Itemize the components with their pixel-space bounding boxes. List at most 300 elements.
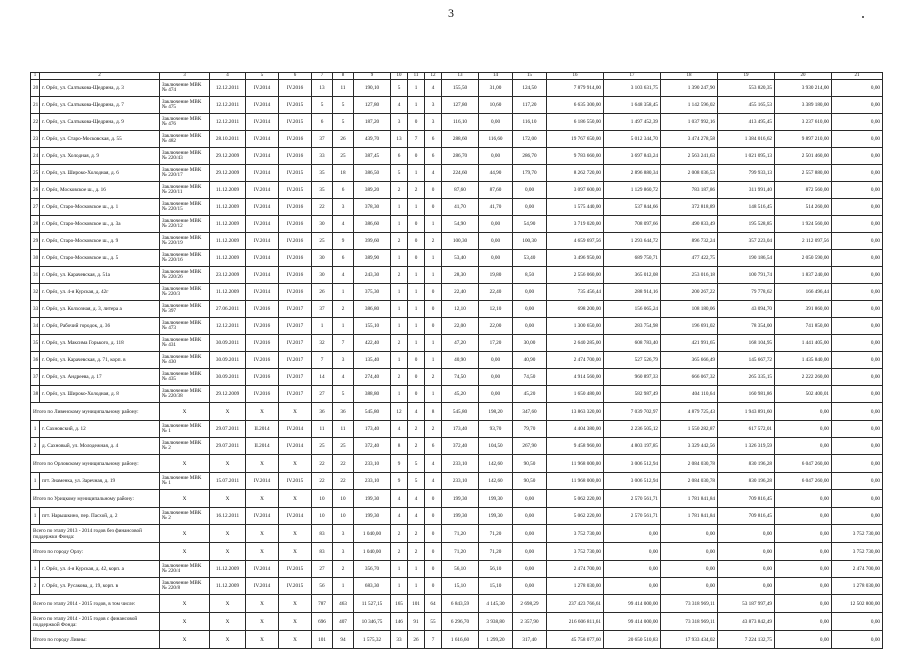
table-cell: 79 778,62 xyxy=(718,284,775,301)
table-cell: 0,00 xyxy=(775,438,832,455)
table-cell: 1 xyxy=(391,284,408,301)
row-number: 30 xyxy=(31,250,40,267)
row-number: 27 xyxy=(31,199,40,216)
table-cell: 0 xyxy=(408,250,425,267)
table-cell: 389,90 xyxy=(354,250,391,267)
table-cell: 4 xyxy=(425,80,442,97)
table-cell: 365 666,49 xyxy=(661,352,718,369)
table-cell: 13 863 320,00 xyxy=(547,403,604,421)
table-cell: 165 xyxy=(391,595,408,613)
table-cell: 3 697 843,24 xyxy=(604,148,661,165)
table-cell: 12.12.2011 xyxy=(210,97,246,114)
table-cell: 0 xyxy=(408,352,425,369)
table-cell: 1 xyxy=(425,267,442,284)
table-cell: X xyxy=(279,543,312,561)
house-address: г. Орёл, ул. Старо-Московская, д. 55 xyxy=(40,131,160,148)
table-cell: 1 xyxy=(425,216,442,233)
table-cell: IV.2014 xyxy=(246,97,279,114)
table-cell: 0,00 xyxy=(718,525,775,543)
column-number-header: 2 xyxy=(40,73,160,80)
table-cell: IV.2017 xyxy=(279,318,312,335)
table-cell: 4 xyxy=(391,97,408,114)
table-cell: 44,90 xyxy=(479,165,513,182)
table-cell: 8 262 720,00 xyxy=(547,165,604,182)
table-cell: 74,50 xyxy=(513,369,547,386)
table-cell: 30.09.2011 xyxy=(210,352,246,369)
table-cell: X xyxy=(160,631,210,649)
table-cell: 2 084 030,78 xyxy=(661,455,718,473)
table-cell: 155,10 xyxy=(354,318,391,335)
table-cell: IV.2016 xyxy=(246,352,279,369)
table-cell: 6 186 550,00 xyxy=(547,114,604,131)
table-cell: 1 xyxy=(425,386,442,403)
table-row xyxy=(31,386,883,403)
table-cell: 2 084 030,78 xyxy=(661,473,718,490)
table-cell: 2 556 060,00 xyxy=(547,267,604,284)
table-cell: 2 xyxy=(408,182,425,199)
table-cell: 71,20 xyxy=(479,525,513,543)
table-cell: 1 781 841,84 xyxy=(661,490,718,508)
table-cell: 43 094,70 xyxy=(718,301,775,318)
table-cell: 3 103 631,75 xyxy=(604,80,661,97)
table-cell: 11.12.2009 xyxy=(210,216,246,233)
table-cell: 90,50 xyxy=(513,473,547,490)
table-cell: 10 xyxy=(312,490,333,508)
table-cell: 0 xyxy=(408,386,425,403)
table-row xyxy=(31,508,883,525)
table-cell: 13 xyxy=(312,80,333,97)
table-cell: 799 933,13 xyxy=(718,165,775,182)
table-cell: 29.12.2009 xyxy=(210,386,246,403)
table-cell: 11 968 000,00 xyxy=(547,455,604,473)
house-address: г. Орёл, Старо-Московское ш., д. 9 xyxy=(40,233,160,250)
table-cell: X xyxy=(210,595,246,613)
table-cell: 71,20 xyxy=(442,525,479,543)
table-cell: 1 924 560,00 xyxy=(775,216,832,233)
table-cell: 36 xyxy=(333,403,354,421)
table-cell: X xyxy=(160,613,210,631)
table-cell: 0,00 xyxy=(479,250,513,267)
subtotal-label: Всего по этапу 2014 - 2015 годов, в том числе: xyxy=(31,595,160,613)
table-cell: 286,70 xyxy=(513,148,547,165)
table-cell: 0,00 xyxy=(775,421,832,438)
table-cell: IV.2014 xyxy=(246,267,279,284)
table-cell: 0,00 xyxy=(775,595,832,613)
house-address: г. Орёл, ул. Салтыкова-Щедрина, д. 3 xyxy=(40,80,160,97)
house-address: г. Орёл, Московское ш., д. 16 xyxy=(40,182,160,199)
house-address: г. Орёл, ул. Колхозная, д. 3, литера а xyxy=(40,301,160,318)
table-cell: 6 047 260,00 xyxy=(775,473,832,490)
table-cell: 0,00 xyxy=(604,561,661,578)
table-cell: 7 879 914,00 xyxy=(547,80,604,97)
table-cell: 4 404 380,00 xyxy=(547,421,604,438)
commission-document: Заключение МВК № 2 xyxy=(160,508,210,525)
table-cell: 6 296,70 xyxy=(442,613,479,631)
table-cell: 288,60 xyxy=(442,131,479,148)
table-cell: 116,10 xyxy=(442,114,479,131)
table-cell: 830 196,28 xyxy=(718,455,775,473)
table-cell: 386,80 xyxy=(354,301,391,318)
table-cell: 1 xyxy=(391,578,408,595)
table-cell: 23.12.2009 xyxy=(210,267,246,284)
table-cell: 5 062 220,00 xyxy=(547,508,604,525)
table-cell: 9 xyxy=(391,473,408,490)
table-cell: IV.2016 xyxy=(246,318,279,335)
row-number: 24 xyxy=(31,148,40,165)
table-cell: IV.2014 xyxy=(246,250,279,267)
table-cell: 196 691,02 xyxy=(661,318,718,335)
table-cell: 166 496,44 xyxy=(775,284,832,301)
table-cell: 11.12.2009 xyxy=(210,199,246,216)
table-cell: 100 791,74 xyxy=(718,267,775,284)
table-cell: 199,30 xyxy=(442,490,479,508)
table-cell: 135,40 xyxy=(354,352,391,369)
scan-speck xyxy=(862,16,864,18)
table-cell: X xyxy=(160,455,210,473)
subtotal-label: Итого по городу Ливны: xyxy=(31,631,160,649)
table-cell: 0,00 xyxy=(832,352,883,369)
table-cell: IV.2016 xyxy=(246,301,279,318)
row-number: 1 xyxy=(31,421,40,438)
table-cell: 545,80 xyxy=(354,403,391,421)
table-cell: 709 816,45 xyxy=(718,508,775,525)
table-cell: 0,00 xyxy=(832,386,883,403)
table-cell: 1 497 452,39 xyxy=(604,114,661,131)
table-cell: 15.07.2011 xyxy=(210,473,246,490)
table-cell: 179,70 xyxy=(513,165,547,182)
table-cell: 10 xyxy=(312,508,333,525)
table-cell: 29.12.2009 xyxy=(210,148,246,165)
table-cell: 387,45 xyxy=(354,148,391,165)
table-cell: 0,00 xyxy=(832,318,883,335)
table-cell: 0,00 xyxy=(513,543,547,561)
table-cell: 54,90 xyxy=(442,216,479,233)
table-cell: 0,00 xyxy=(832,182,883,199)
table-cell: 8,50 xyxy=(513,267,547,284)
table-cell: IV.2016 xyxy=(246,386,279,403)
table-cell: 3 752 730,00 xyxy=(832,543,883,561)
subtotal-label: Итого по Ливенскому муниципальному району: xyxy=(31,403,160,421)
table-row xyxy=(31,318,883,335)
table-cell: 31,00 xyxy=(479,80,513,97)
table-cell: 233,10 xyxy=(354,473,391,490)
table-cell: 172,00 xyxy=(513,131,547,148)
housing-resettlement-table xyxy=(30,72,883,649)
table-cell: 283 754,98 xyxy=(604,318,661,335)
table-cell: 6 xyxy=(333,250,354,267)
table-cell: X xyxy=(279,525,312,543)
table-cell: X xyxy=(160,403,210,421)
table-cell: IV.2016 xyxy=(279,267,312,284)
table-cell: 11.12.2009 xyxy=(210,578,246,595)
row-number: 25 xyxy=(31,165,40,182)
table-cell: 2 474 700,00 xyxy=(832,561,883,578)
table-cell: 1 xyxy=(391,386,408,403)
table-cell: 32 xyxy=(312,335,333,352)
table-cell: 199,30 xyxy=(354,490,391,508)
table-cell: 190 186,54 xyxy=(718,250,775,267)
table-cell: IV.2016 xyxy=(246,335,279,352)
table-cell: X xyxy=(246,490,279,508)
table-cell: 45,20 xyxy=(513,386,547,403)
table-cell: 5 xyxy=(391,80,408,97)
table-cell: 1 650 480,00 xyxy=(547,386,604,403)
table-cell: IV.2015 xyxy=(279,114,312,131)
table-cell: 100,30 xyxy=(442,233,479,250)
row-number: 1 xyxy=(31,561,40,578)
table-cell: 3 006 512,94 xyxy=(604,473,661,490)
table-cell: IV.2014 xyxy=(279,438,312,455)
table-row xyxy=(31,165,883,182)
table-cell: 0,00 xyxy=(832,335,883,352)
table-cell: 3 237 610,00 xyxy=(775,114,832,131)
table-cell: IV.2014 xyxy=(246,233,279,250)
table-cell: 0,00 xyxy=(604,578,661,595)
table-cell: 3 496 950,00 xyxy=(547,250,604,267)
table-cell: IV.2016 xyxy=(279,216,312,233)
table-cell: 6 xyxy=(425,148,442,165)
table-cell: 1 xyxy=(408,199,425,216)
commission-document: Заключение МВК № 220/17 xyxy=(160,165,210,182)
table-cell: 0,00 xyxy=(832,508,883,525)
commission-document: Заключение МВК № 220/4 xyxy=(160,561,210,578)
table-row xyxy=(31,301,883,318)
table-cell: 187,20 xyxy=(354,114,391,131)
table-cell: X xyxy=(160,525,210,543)
table-cell: 404 110,64 xyxy=(661,386,718,403)
table-cell: 12 xyxy=(391,403,408,421)
column-number-header: 14 xyxy=(479,73,513,80)
table-row xyxy=(31,335,883,352)
table-cell: 6 xyxy=(391,148,408,165)
table-cell: 11.12.2009 xyxy=(210,182,246,199)
table-cell: IV.2015 xyxy=(279,578,312,595)
commission-document: Заключение МВК № 220/19 xyxy=(160,233,210,250)
table-cell: 30 xyxy=(312,216,333,233)
table-cell: 71,20 xyxy=(479,543,513,561)
table-cell: 117,20 xyxy=(513,97,547,114)
table-cell: 26 xyxy=(333,131,354,148)
table-cell: 0,00 xyxy=(775,490,832,508)
table-row xyxy=(31,114,883,131)
table-cell: 20 650 510,83 xyxy=(604,631,661,649)
table-cell: 195 528,85 xyxy=(718,216,775,233)
table-cell: 0,00 xyxy=(604,543,661,561)
table-cell: IV.2014 xyxy=(246,578,279,595)
table-cell: 27 xyxy=(312,561,333,578)
table-cell: X xyxy=(246,613,279,631)
table-cell: 6 843,59 xyxy=(442,595,479,613)
table-cell: 0 xyxy=(408,148,425,165)
table-cell: 617 572,01 xyxy=(718,421,775,438)
table-cell: IV.2014 xyxy=(246,148,279,165)
house-address: пгт. Знаменка, ул. Заречная, д. 19 xyxy=(40,473,160,490)
table-cell: 2 570 561,71 xyxy=(604,490,661,508)
subtotal-row xyxy=(31,595,883,613)
commission-document: Заключение МВК № 220/12 xyxy=(160,216,210,233)
table-cell: 25 xyxy=(333,148,354,165)
table-cell: 1 xyxy=(391,318,408,335)
table-cell: IV.2014 xyxy=(279,421,312,438)
table-cell: 53,40 xyxy=(442,250,479,267)
row-number: 34 xyxy=(31,318,40,335)
column-number-header: 7 xyxy=(312,73,333,80)
table-cell: 0,00 xyxy=(661,578,718,595)
table-row xyxy=(31,97,883,114)
table-cell: 14 xyxy=(312,369,333,386)
table-cell: 22,40 xyxy=(442,284,479,301)
table-cell: 388,80 xyxy=(354,386,391,403)
table-cell: 127,80 xyxy=(354,97,391,114)
table-cell: 30.09.2011 xyxy=(210,335,246,352)
row-number: 26 xyxy=(31,182,40,199)
table-cell: 490 833,49 xyxy=(661,216,718,233)
table-cell: 288 914,16 xyxy=(604,284,661,301)
row-number: 22 xyxy=(31,114,40,131)
table-cell: 0,00 xyxy=(832,490,883,508)
table-cell: 357 223,04 xyxy=(718,233,775,250)
table-cell: 683,30 xyxy=(354,578,391,595)
table-cell: 22 xyxy=(333,473,354,490)
table-row xyxy=(31,438,883,455)
table-cell: 19,80 xyxy=(479,267,513,284)
house-address: г. Орёл, Старо-Московское ш., д. 5 xyxy=(40,250,160,267)
table-cell: 17 933 434,02 xyxy=(661,631,718,649)
table-cell: 455 165,53 xyxy=(718,97,775,114)
table-cell: 317,40 xyxy=(513,631,547,649)
table-cell: 4 xyxy=(391,508,408,525)
table-cell: 3 719 020,00 xyxy=(547,216,604,233)
table-cell: 30.09.2011 xyxy=(210,369,246,386)
table-cell: 2 698,29 xyxy=(513,595,547,613)
row-number: 31 xyxy=(31,267,40,284)
table-cell: 99 414 000,00 xyxy=(604,613,661,631)
table-cell: 1 xyxy=(333,578,354,595)
table-cell: 1 xyxy=(391,216,408,233)
table-cell: 0,00 xyxy=(832,421,883,438)
table-cell: X xyxy=(279,455,312,473)
table-cell: 29.07.2011 xyxy=(210,421,246,438)
row-number: 29 xyxy=(31,233,40,250)
table-cell: 27.06.2011 xyxy=(210,301,246,318)
table-cell: 0,00 xyxy=(513,525,547,543)
table-cell: IV.2015 xyxy=(279,97,312,114)
table-cell: IV.2014 xyxy=(246,114,279,131)
table-cell: IV.2015 xyxy=(279,473,312,490)
table-cell: 45,20 xyxy=(442,386,479,403)
table-cell: 5 xyxy=(333,386,354,403)
table-cell: 3 930 214,00 xyxy=(775,80,832,97)
table-row xyxy=(31,473,883,490)
table-cell: 5 xyxy=(312,97,333,114)
table-cell: 6 xyxy=(312,114,333,131)
table-cell: 274,40 xyxy=(354,369,391,386)
table-cell: 0,00 xyxy=(832,455,883,473)
table-cell: 1 040,00 xyxy=(354,543,391,561)
table-cell: 7 224 132,75 xyxy=(718,631,775,649)
table-cell: 0,00 xyxy=(513,490,547,508)
table-cell: 1 xyxy=(391,301,408,318)
row-number: 1 xyxy=(31,473,40,490)
table-cell: 26 xyxy=(312,284,333,301)
table-cell: 1 037 992,16 xyxy=(661,114,718,131)
table-cell: X xyxy=(210,613,246,631)
house-address: г. Орёл, ул. Широко-Холодная, д. 6 xyxy=(40,165,160,182)
table-cell: 4 803 197,85 xyxy=(604,438,661,455)
table-cell: 22 xyxy=(333,455,354,473)
table-cell: 1 278 030,00 xyxy=(832,578,883,595)
table-row xyxy=(31,131,883,148)
table-cell: 12.12.2011 xyxy=(210,114,246,131)
table-cell: 87,60 xyxy=(479,182,513,199)
table-row xyxy=(31,578,883,595)
table-cell: IV.2014 xyxy=(246,199,279,216)
table-cell: 399,60 xyxy=(354,233,391,250)
table-cell: 7 xyxy=(333,335,354,352)
table-cell: X xyxy=(246,455,279,473)
table-cell: 30 xyxy=(312,267,333,284)
table-cell: 173,40 xyxy=(442,421,479,438)
table-row xyxy=(31,182,883,199)
commission-document: Заключение МВК № 430 xyxy=(160,352,210,369)
table-cell: 47,20 xyxy=(442,335,479,352)
table-cell: 7 xyxy=(408,131,425,148)
table-cell: 698 200,00 xyxy=(547,301,604,318)
house-address: д. Сахновый, ул. Молодежная, д. 4 xyxy=(40,438,160,455)
row-number: 38 xyxy=(31,386,40,403)
column-number-header: 13 xyxy=(442,73,479,80)
table-cell: 6 635 300,00 xyxy=(547,97,604,114)
table-cell: 514 260,00 xyxy=(775,199,832,216)
page-number: 3 xyxy=(448,6,454,20)
table-cell: 0,00 xyxy=(479,369,513,386)
table-cell: IV.2014 xyxy=(246,182,279,199)
table-cell: 142,60 xyxy=(479,473,513,490)
table-cell: 5 062 220,00 xyxy=(547,490,604,508)
table-cell: 83 xyxy=(312,525,333,543)
house-address: г. Орёл, ул. Широко-Холодная, д. 8 xyxy=(40,386,160,403)
table-cell: 11.12.2009 xyxy=(210,250,246,267)
column-number-header: 21 xyxy=(832,73,883,80)
table-cell: 10,60 xyxy=(479,97,513,114)
table-cell: 19 767 650,00 xyxy=(547,131,604,148)
table-cell: 22 xyxy=(312,473,333,490)
table-cell: 4 xyxy=(425,165,442,182)
table-cell: 4 xyxy=(408,403,425,421)
table-cell: 0,00 xyxy=(832,165,883,182)
house-address: г. Орёл, ул. Максима Горького, д. 118 xyxy=(40,335,160,352)
table-cell: 22,40 xyxy=(479,284,513,301)
table-cell: 56 xyxy=(312,578,333,595)
table-cell: 3 752 730,00 xyxy=(547,543,604,561)
table-cell: 0 xyxy=(425,543,442,561)
table-cell: 1 xyxy=(312,318,333,335)
table-cell: 78 354,00 xyxy=(718,318,775,335)
table-cell: 12.12.2011 xyxy=(210,318,246,335)
table-cell: 365 012,08 xyxy=(604,267,661,284)
table-cell: IV.2016 xyxy=(279,250,312,267)
table-cell: 11 xyxy=(312,421,333,438)
table-cell: 11 968 000,00 xyxy=(547,473,604,490)
table-cell: 0,00 xyxy=(513,182,547,199)
table-cell: 421 991,65 xyxy=(661,335,718,352)
subtotal-row xyxy=(31,525,883,543)
table-cell: 1 300 650,00 xyxy=(547,318,604,335)
table-cell: 502 400,01 xyxy=(775,386,832,403)
table-cell: 148 516,45 xyxy=(718,199,775,216)
table-cell: IV.2015 xyxy=(279,561,312,578)
table-cell: 33 xyxy=(391,631,408,649)
